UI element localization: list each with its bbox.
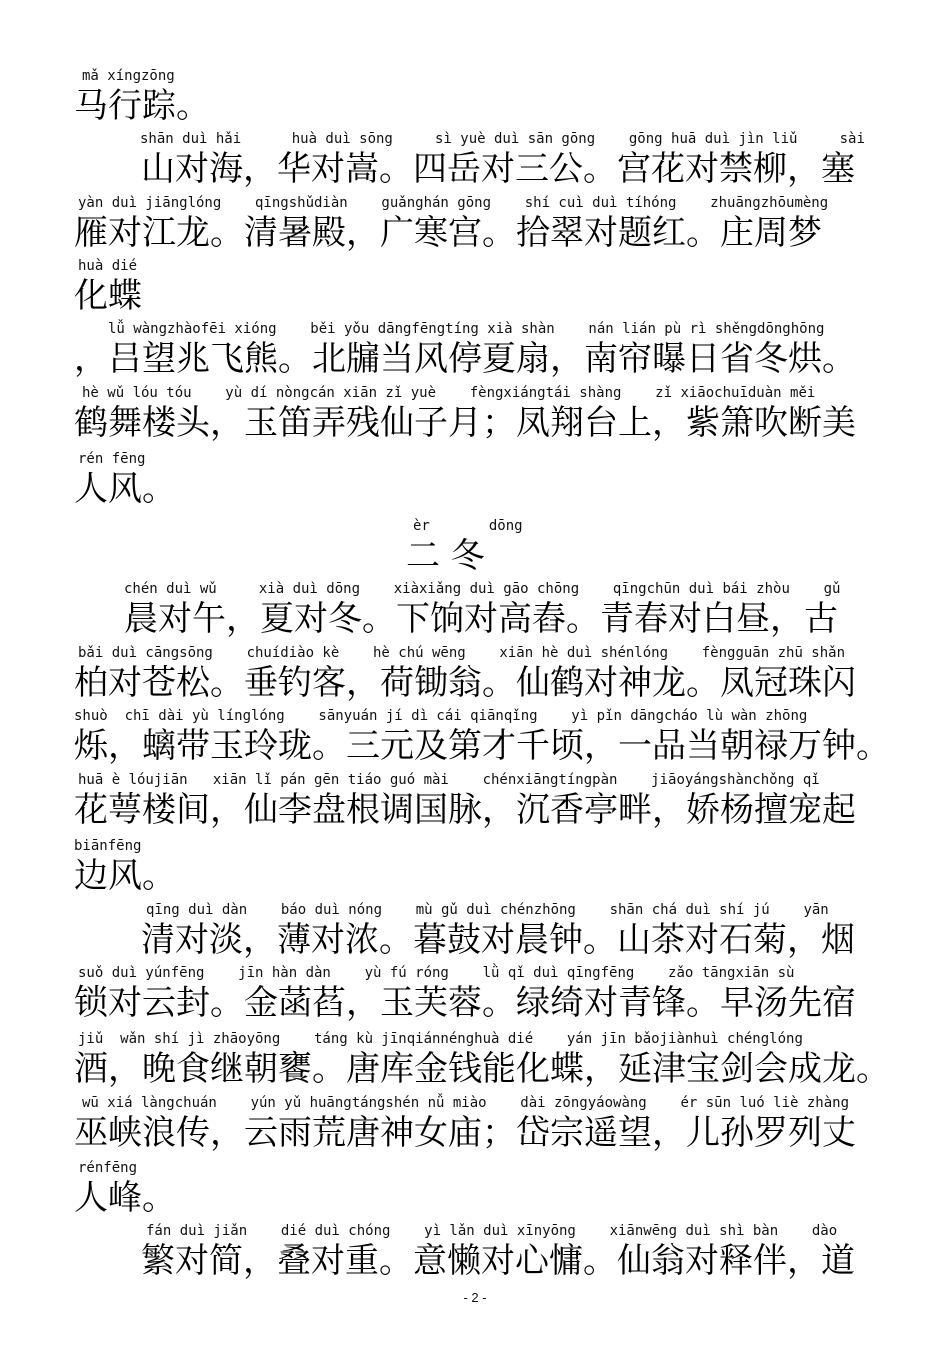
verse-text: 清对淡，薄对浓。暮鼓对晨钟。山茶对石菊，烟 [141, 920, 855, 960]
text-line [0, 195, 950, 259]
verse-text: 晨对午，夏对冬。下饷对高舂。青春对白昼，古 [124, 599, 838, 639]
text-line [0, 1160, 950, 1224]
pinyin-annotation: shān duì hǎi huà duì sōng sì yuè duì sān gōng gōng huā duì jìn liǔ sài [140, 131, 865, 147]
verse-text: 边风。 [74, 856, 176, 896]
verse-text: ，吕望兆飞熊。北牖当风停夏扇，南帘曝日省冬烘。 [74, 339, 856, 379]
pinyin-annotation: rén fēng [78, 451, 146, 467]
verse-text: 马行踪。 [74, 86, 210, 126]
pinyin-annotation: fán duì jiǎn dié duì chóng yì lǎn duì xīnyōng xiānwēng duì shì bàn dào [146, 1223, 838, 1239]
verse-text: 花萼楼间，仙李盘根调国脉，沉香亭畔，娇杨擅宠起 [74, 790, 856, 830]
verse-text: 柏对苍松。垂钓客，荷锄翁。仙鹤对神龙。凤冠珠闪 [74, 663, 856, 703]
pinyin-annotation: wū xiá làngchuán yún yǔ huāngtángshén nǚ miào dài zōngyáowàng ér sūn luó liè zhàng [82, 1095, 850, 1111]
pinyin-annotation: huà dié [78, 258, 138, 274]
verse-text: 烁，螭带玉玲珑。三元及第才千顷，一品当朝禄万钟。 [74, 726, 890, 766]
text-line [0, 321, 950, 385]
text-line [0, 708, 950, 772]
pinyin-annotation: qīng duì dàn báo duì nóng mù gǔ duì chénzhōng shān chá duì shí jú yān [146, 902, 829, 918]
text-line [0, 131, 950, 195]
text-line [0, 1095, 950, 1159]
verse-text: 巫峡浪传，云雨荒唐神女庙；岱宗遥望，儿孙罗列丈 [74, 1113, 856, 1153]
text-line [0, 772, 950, 836]
pinyin-annotation: lǚ wàngzhàofēi xióng běi yǒu dāngfēngtíng xià shàn nán lián pù rì shěngdōnghōng [108, 321, 825, 337]
text-line [0, 68, 950, 132]
pinyin-annotation: shuò chī dài yù línglóng sānyuán jí dì cái qiānqǐng yì pǐn dāngcháo lù wàn zhōng [74, 708, 808, 724]
verse-text: 人峰。 [74, 1178, 176, 1218]
text-line [0, 838, 950, 902]
pinyin-annotation: biānfēng [74, 838, 142, 854]
text-line [0, 1031, 950, 1095]
pinyin-annotation: chén duì wǔ xià duì dōng xiàxiǎng duì gāo chōng qīngchūn duì bái zhòu gǔ [124, 581, 841, 597]
verse-text: 繁对简，叠对重。意懒对心慵。仙翁对释伴，道 [141, 1241, 855, 1281]
section-heading [0, 518, 950, 582]
pinyin-annotation: rénfēng [78, 1160, 138, 1176]
page-number: - 2 - [463, 1290, 487, 1305]
text-line [0, 1223, 950, 1287]
pinyin-annotation: bǎi duì cāngsōng chuídiào kè hè chú wēng xiān hè duì shénlóng fèngguān zhū shǎn [78, 645, 846, 661]
pinyin-annotation: huā è lóujiān xiān lǐ pán gēn tiáo guó mài chénxiāngtíngpàn jiāoyángshànchǒng qǐ [78, 772, 820, 788]
pinyin-annotation: mǎ xíngzōng [82, 68, 175, 84]
verse-text: 雁对江龙。清暑殿，广寒宫。拾翠对题红。庄周梦 [74, 213, 822, 253]
pinyin-annotation: jiǔ wǎn shí jì zhāoyōng táng kù jīnqiánnénghuà dié yán jīn bǎojiànhuì chénglóng [78, 1031, 803, 1047]
verse-text: 酒，晚食继朝饔。唐库金钱能化蝶，延津宝剑会成龙。 [74, 1049, 890, 1089]
pinyin-annotation: èr dōng [413, 518, 523, 534]
verse-text: 锁对云封。金菡萏，玉芙蓉。绿绮对青锋。早汤先宿 [74, 983, 856, 1023]
verse-text: 山对海，华对嵩。四岳对三公。宫花对禁柳，塞 [141, 149, 855, 189]
text-line [0, 258, 950, 322]
pinyin-annotation: suǒ duì yúnfēng jīn hàn dàn yù fú róng lǜ qǐ duì qīngfēng zǎo tāngxiān sù [78, 965, 795, 981]
text-line [0, 385, 950, 449]
text-line [0, 581, 950, 645]
pinyin-annotation: hè wǔ lóu tóu yù dí nòngcán xiān zǐ yuè fèngxiángtái shàng zǐ xiāochuīduàn měi [82, 385, 816, 401]
text-line [0, 451, 950, 515]
text-line [0, 902, 950, 966]
text-line [0, 645, 950, 709]
pinyin-annotation: yàn duì jiānglóng qīngshǔdiàn guǎnghán gōng shí cuì duì tíhóng zhuāngzhōumèng [78, 195, 829, 211]
verse-text: 鹤舞楼头，玉笛弄残仙子月；凤翔台上，紫箫吹断美 [74, 403, 856, 443]
verse-text: 化蝶 [74, 276, 142, 316]
text-line [0, 965, 950, 1029]
section-title: 二 冬 [406, 536, 485, 576]
verse-text: 人风。 [74, 469, 176, 509]
